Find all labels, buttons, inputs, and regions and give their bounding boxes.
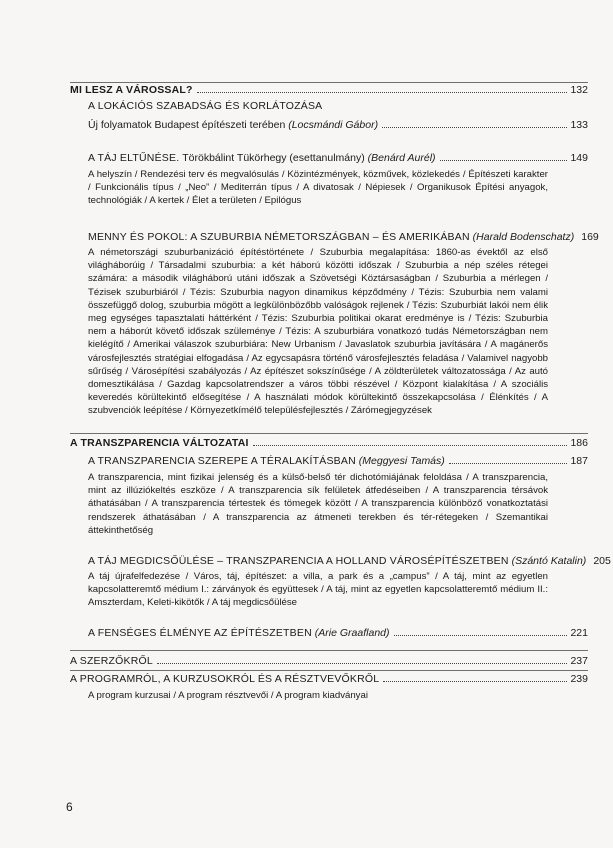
entry-title: A TÁJ MEGDICSŐÜLÉSE – TRANSZPARENCIA A HOLLAND VÁROSÉPÍTÉSZETBEN [88, 555, 509, 567]
entry-title: A LOKÁCIÓS SZABADSÁG ÉS KORLÁTOZÁSA [88, 100, 323, 112]
entry-title: Új folyamatok Budapest építészeti terében [88, 119, 286, 131]
leader-dots [394, 634, 568, 636]
entry-title: A TRANSZPARENCIA SZEREPE A TÉRALAKÍTÁSBAN [88, 455, 356, 467]
page-ref: 133 [570, 119, 588, 131]
toc-entry-taj-megdicsoulese[interactable] [88, 555, 611, 568]
entry-title: A FENSÉGES ÉLMÉNYE AZ ÉPÍTÉSZETBEN [88, 627, 312, 639]
leader-dots [449, 462, 568, 464]
page-ref: 239 [570, 673, 588, 685]
page-ref: 237 [570, 655, 588, 667]
entry-subtitle: Törökbálint Tükörhegy (esettanulmány) [182, 152, 365, 164]
page-ref: 169 [581, 231, 599, 243]
section-title: A PROGRAMRÓL, A KURZUSOKRÓL ÉS A RÉSZTVEVŐKRŐL [70, 673, 380, 685]
entry-title: A TÁJ ELTŰNÉSE. [88, 152, 180, 164]
toc-entry-fenseges[interactable] [88, 627, 588, 640]
section-rule [70, 670, 588, 671]
leader-dots [440, 159, 568, 161]
toc-entry-taj-eltunese[interactable] [88, 152, 588, 165]
entry-author: (Meggyesi Tamás) [358, 455, 445, 467]
page-ref: 205 [593, 555, 611, 567]
entry-author: (Szántó Katalin) [511, 555, 587, 567]
section-title: MI LESZ A VÁROSSAL? [70, 84, 193, 96]
page-ref: 187 [570, 455, 588, 467]
section-rule [70, 82, 588, 83]
leader-dots [157, 662, 568, 664]
toc-section-szerzokrol[interactable] [70, 655, 588, 668]
leader-dots [253, 444, 568, 446]
toc-section-transzparencia[interactable] [70, 437, 588, 450]
entry-author: (Benárd Aurél) [367, 152, 436, 164]
page-ref: 132 [570, 84, 588, 96]
leader-dots [383, 680, 567, 682]
entry-description: A táj újrafelfedezése / Város, táj, építészet: a villa, a park és a „campus” / A táj, mint az egyetlen kapcsolatteremtő médium I.: zárványok és együttesek / A táj, mint az egyetlen kapcsolatteremtő médium II.: Amszterdam, Keleti-kikötők / A táj megdicsőülése [88, 571, 548, 609]
page-ref: 149 [570, 152, 588, 164]
entry-description: A németországi szuburbanizáció építéstörténete / Szuburbia megalapítása: 1860-as évektől az első világháborúig / Társadalmi szuburbia: a két háború közötti időszak / Szuburbia a nép széles rétegei számára: a második világháború utáni időszak a Szövetségi Köztársaságban / Szuburbia a mérlegen / Tézisek szuburbiáról / Tézis: Szuburbia nagyon dinamikus képződmény / Tézis: Szuburbia nem valami összefüggő dolog, szuburbia mögött a legkülönbözőbb valóságok rejlenek / Tézis: Szuburbiát lakói nem élik meg egységes tapasztalati háttérként / Tézis: Szuburbia politikai okarat eredménye is / Tézis: Szuburbia nem a háborút követő időszak szüleménye / Tézis: A szuburbiára vonatkozó tudás Németországban nem kielégítő / Amerikai válaszok szuburbiára: New Urbanism / Javaslatok szuburbia javítására / A magánerős városfejlesztés stratégiai elfogadása / Az egycsapásra történő városfejlesztés feladása / Valamivel nagyobb sűrűség / Városépítési szabályozás / Az építészet sokszínűsége / A zöldterületek változatossága / Az autó domesztikálása / Gazdag kapcsolatrendszer a város többi részével / Központ kialakítása / A szociális keveredés körültekintő elősegítése / A használati módok körültekintő összekapcsolása / Élénkítés / A szubvenciók leépítése / Környezetkímélő településfejlesztés / Zárómegjegyzések [88, 247, 548, 417]
leader-dots [382, 126, 567, 128]
page-ref: 186 [570, 437, 588, 449]
toc-entry-lokacios[interactable] [88, 100, 588, 113]
toc-entry-transzparencia-szerepe[interactable] [88, 455, 588, 468]
page-number: 6 [66, 800, 73, 814]
entry-author: (Harald Bodenschatz) [472, 231, 575, 243]
section-rule [70, 433, 588, 434]
leader-dots [197, 91, 568, 93]
entry-description: A program kurzusai / A program résztvevői / A program kiadványai [88, 690, 368, 701]
toc-entry-uj-folyamatok[interactable] [88, 119, 588, 132]
page-ref: 221 [570, 627, 588, 639]
entry-author: (Arie Graafland) [314, 627, 390, 639]
section-title: A TRANSZPARENCIA VÁLTOZATAI [70, 437, 249, 449]
entry-description: A transzparencia, mint fizikai jelenség és a külső-belső tér dichotómiájának feloldása / A transzparencia, mint az illúziókeltés eszköze / A transzparencia sík felületek átfedéseiben / A transzparencia térsávok áthatásában / A transzparencia tértestek és tömegek között / A transzparencia különböző vonatkoztatási rendszerek áthatásában / A transzparencia az átmeneti terekben és tér-rétegeken / Szemantikai áttekinthetőség [88, 472, 548, 536]
toc-section-mi-lesz[interactable] [70, 84, 588, 97]
toc-section-programrol[interactable] [70, 673, 588, 686]
entry-description: A helyszín / Rendezési terv és megvalósulás / Közintézmények, közművek, közlekedés / Építészeti karakter / Funkcionális típus / „Neo” / Mediterrán típus / A divatosak / Népiesek / Organikusok Építési anyagok, technológiák / A kertek / Élet a területen / Epilógus [88, 169, 548, 207]
entry-author: (Locsmándi Gábor) [288, 119, 379, 131]
toc-entry-menny-es-pokol[interactable] [88, 231, 599, 244]
section-title: A SZERZŐKRŐL [70, 655, 153, 667]
section-rule [70, 650, 588, 651]
entry-title: MENNY ÉS POKOL: A SZUBURBIA NÉMETORSZÁGBAN – ÉS AMERIKÁBAN [88, 231, 470, 243]
